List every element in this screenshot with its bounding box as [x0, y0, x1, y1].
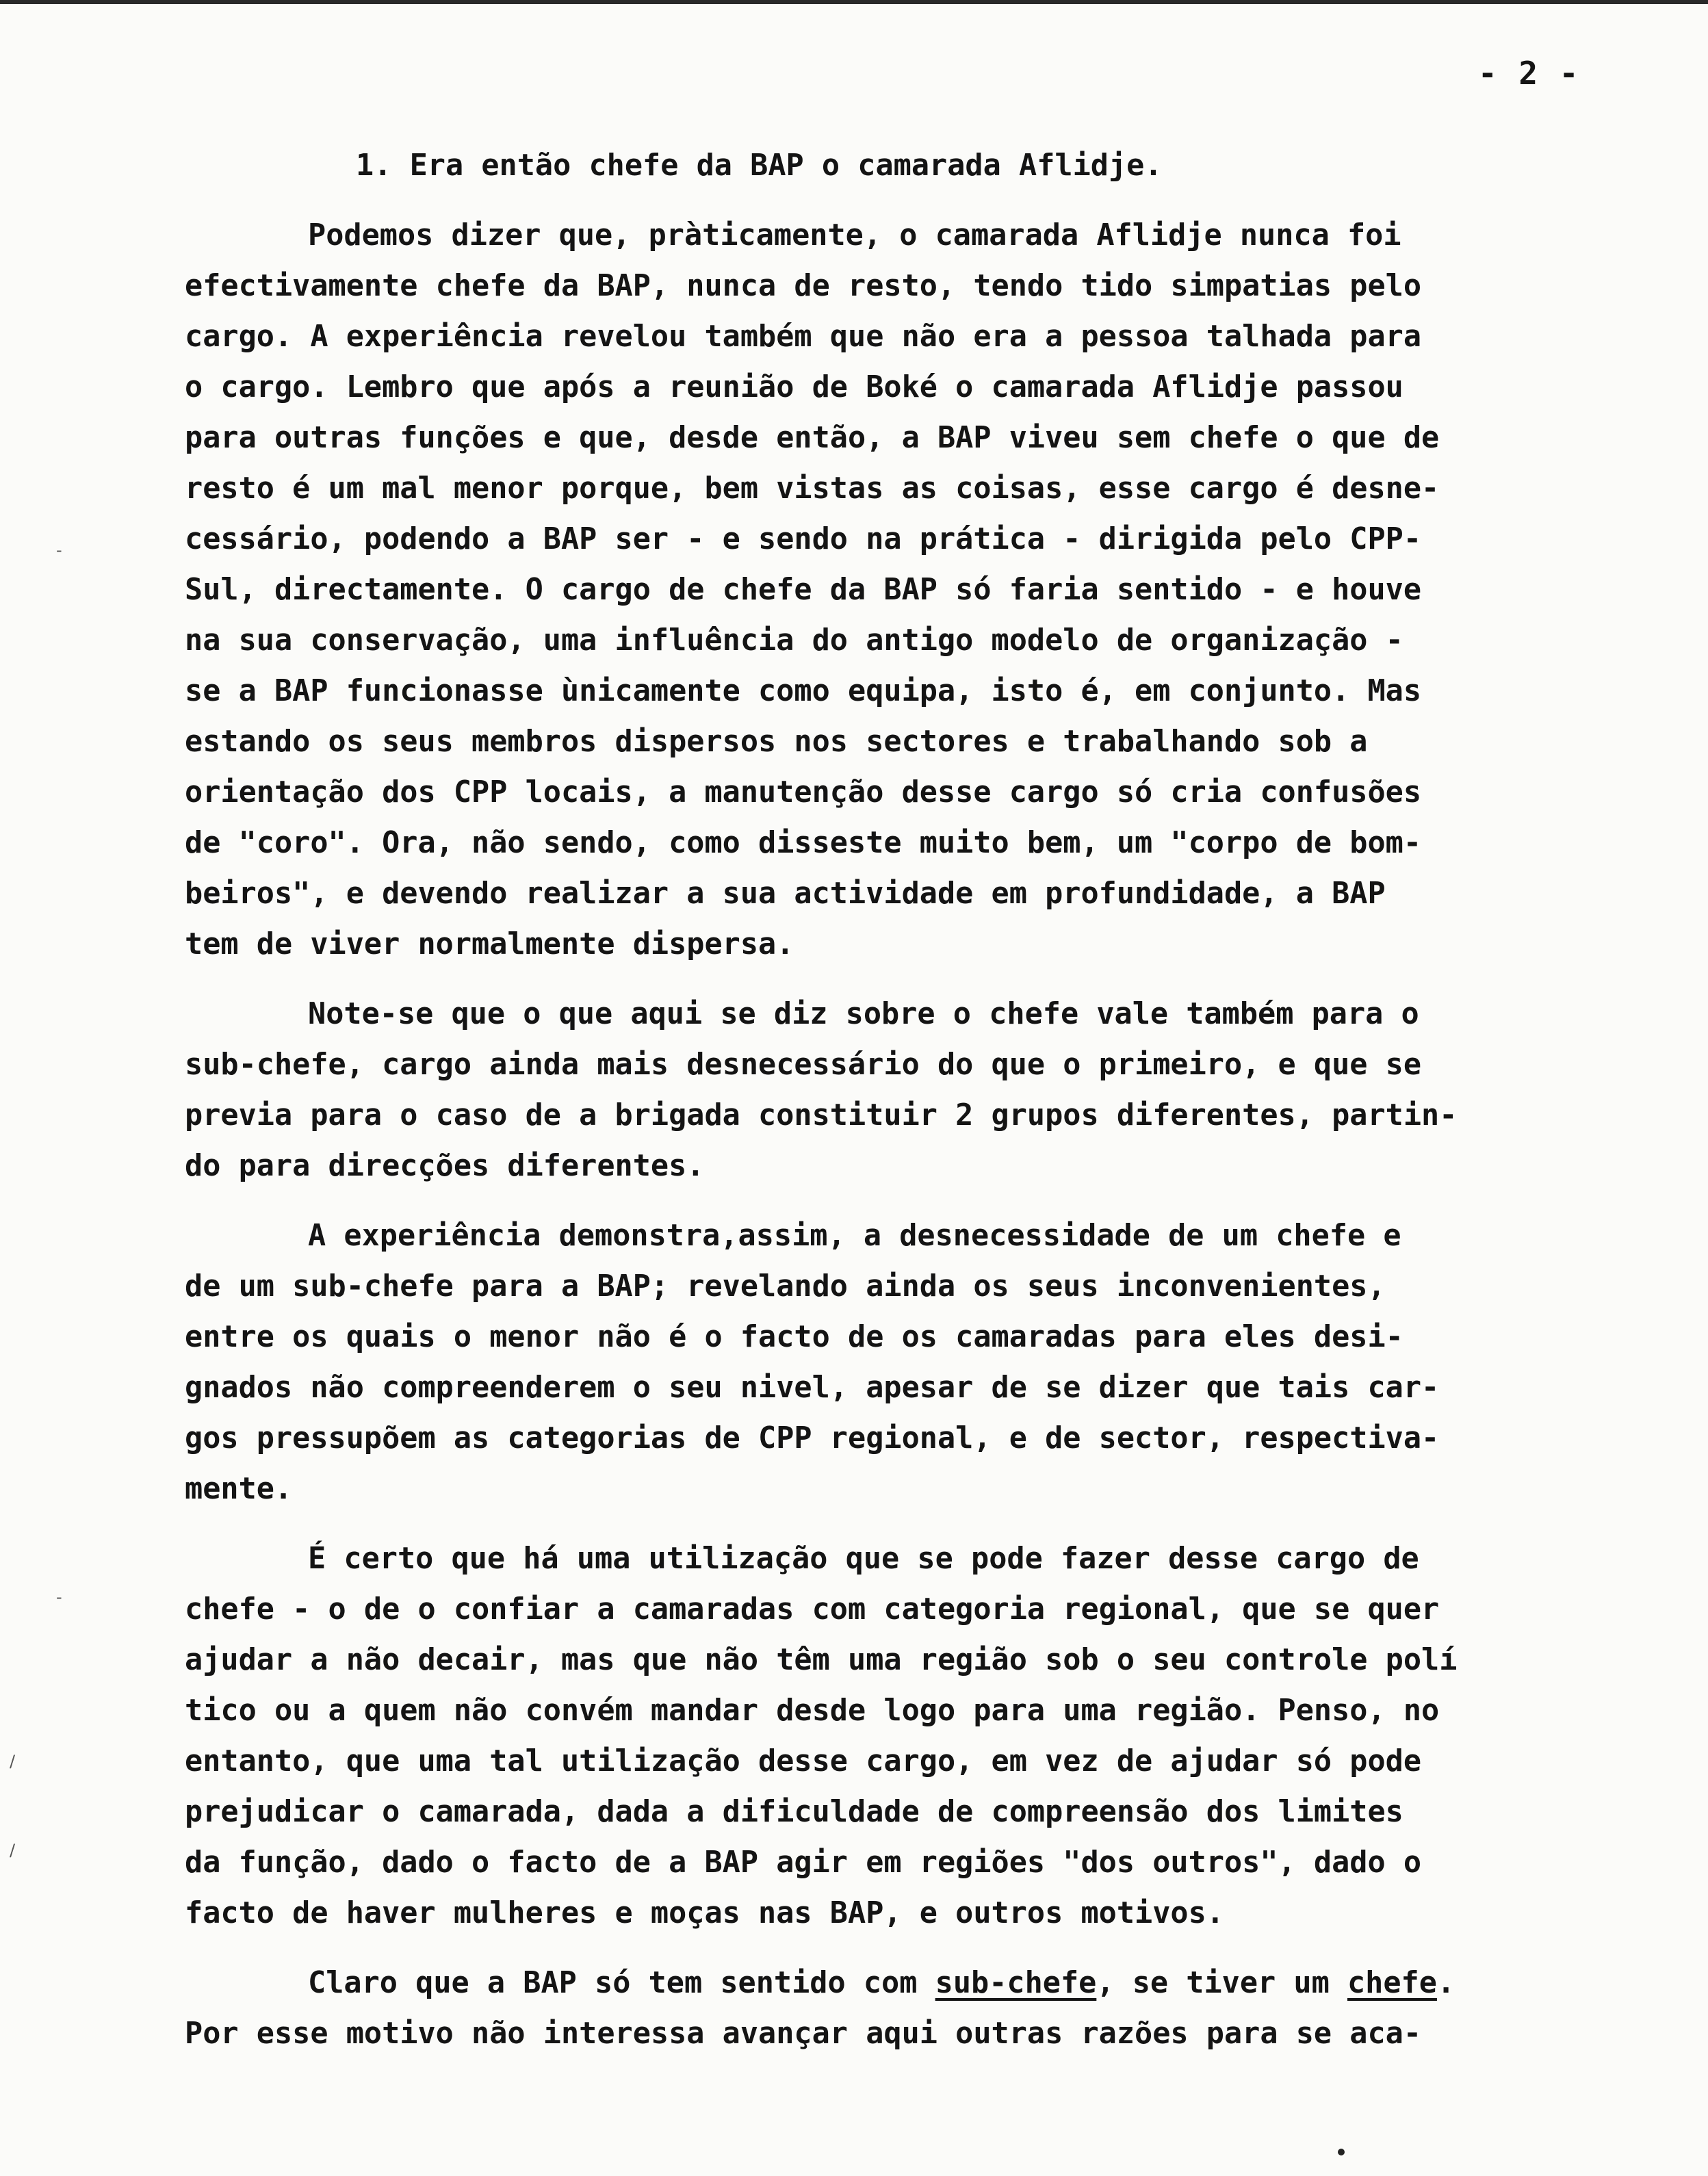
text-line: resto é um mal menor porque, bem vistas as coisas, esse cargo é desne-: [185, 471, 1440, 506]
text-line: gnados não compreenderem o seu nivel, apesar de se dizer que tais car-: [185, 1371, 1440, 1405]
margin-mark: -: [56, 541, 62, 560]
text-line: tico ou a quem não convém mandar desde logo para uma região. Penso, no: [185, 1694, 1440, 1728]
underlined-word: sub-chefe: [935, 1966, 1097, 2000]
text-line: efectivamente chefe da BAP, nunca de resto, tendo tido simpatias pelo: [185, 269, 1422, 303]
text-line: facto de haver mulheres e moças nas BAP, e outros motivos.: [185, 1896, 1224, 1930]
text-line: orientação dos CPP locais, a manutenção desse cargo só cria confusões: [185, 775, 1422, 809]
text-line: cessário, podendo a BAP ser - e sendo na prática - dirigida pelo CPP-: [185, 522, 1422, 556]
text-line: na sua conservação, uma influência do antigo modelo de organização -: [185, 623, 1403, 658]
ink-dot: [1338, 2149, 1345, 2155]
underlined-word: chefe: [1347, 1966, 1437, 2000]
text-line: gos pressupõem as categorias de CPP regional, e de sector, respectiva-: [185, 1421, 1440, 1455]
text-line: tem de viver normalmente dispersa.: [185, 927, 794, 961]
paragraph-3: [185, 989, 1677, 1191]
text-line: para outras funções e que, desde então, a BAP viveu sem chefe o que de: [185, 421, 1440, 455]
text-line: Note-se que o que aqui se diz sobre o chefe vale também para o: [308, 997, 1419, 1031]
text-segment: Claro que a BAP só tem sentido com: [308, 1966, 935, 2000]
text-line: Podemos dizer que, pràticamente, o camarada Aflidje nunca foi: [308, 218, 1401, 252]
text-line: Por esse motivo não interessa avançar aqui outras razões para se aca-: [185, 2017, 1422, 2051]
text-line: se a BAP funcionasse ùnicamente como equipa, isto é, em conjunto. Mas: [185, 674, 1422, 708]
text-line: Sul, directamente. O cargo de chefe da BAP só faria sentido - e houve: [185, 573, 1422, 607]
text-line: chefe - o de o confiar a camaradas com categoria regional, que se quer: [185, 1592, 1440, 1627]
text-line: ajudar a não decair, mas que não têm uma região sob o seu controle polí: [185, 1643, 1458, 1677]
paragraph-gap: [185, 1514, 1677, 1533]
text-segment: , se tiver um: [1096, 1966, 1347, 2000]
text-line: beiros", e devendo realizar a sua actividade em profundidade, a BAP: [185, 877, 1386, 911]
text-line: estando os seus membros dispersos nos sectores e trabalhando sob a: [185, 725, 1368, 759]
text-line: o cargo. Lembro que após a reunião de Boké o camarada Aflidje passou: [185, 370, 1403, 404]
text-segment: .: [1436, 1966, 1455, 2000]
margin-mark: /: [10, 1752, 16, 1771]
paragraph-6: [185, 1958, 1677, 2059]
paragraph-gap: [185, 970, 1677, 989]
paragraph-2: [185, 210, 1677, 970]
document-body: [185, 140, 1677, 2059]
text-line: entre os quais o menor não é o facto de os camaradas para eles desi-: [185, 1320, 1403, 1354]
margin-mark: /: [10, 1841, 16, 1860]
top-border-line: [0, 0, 1708, 4]
text-line: entanto, que uma tal utilização desse cargo, em vez de ajudar só pode: [185, 1744, 1422, 1778]
paragraph-gap: [185, 191, 1677, 210]
text-line: de um sub-chefe para a BAP; revelando ainda os seus inconvenientes,: [185, 1269, 1386, 1304]
paragraph-5: [185, 1533, 1677, 1939]
text-line: prejudicar o camarada, dada a dificuldade de compreensão dos limites: [185, 1795, 1403, 1829]
paragraph-1: [185, 140, 1677, 191]
text-line: mente.: [185, 1472, 293, 1506]
margin-mark: -: [56, 1588, 62, 1607]
text-line: [185, 1958, 1677, 2008]
text-line: cargo. A experiência revelou também que não era a pessoa talhada para: [185, 320, 1422, 354]
text-line: de "coro". Ora, não sendo, como disseste muito bem, um "corpo de bom-: [185, 826, 1422, 860]
text-line: É certo que há uma utilização que se pode fazer desse cargo de: [308, 1542, 1419, 1576]
text-line: 1. Era então chefe da BAP o camarada Aflidje.: [356, 148, 1163, 183]
text-line: do para direcções diferentes.: [185, 1149, 705, 1183]
paragraph-gap: [185, 1939, 1677, 1958]
paragraph-gap: [185, 1191, 1677, 1210]
text-line: previa para o caso de a brigada constituir 2 grupos diferentes, partin-: [185, 1098, 1458, 1132]
text-line: da função, dado o facto de a BAP agir em regiões "dos outros", dado o: [185, 1845, 1422, 1880]
text-line: A experiência demonstra,assim, a desnecessidade de um chefe e: [308, 1219, 1401, 1253]
text-line: sub-chefe, cargo ainda mais desnecessário do que o primeiro, e que se: [185, 1048, 1422, 1082]
page-number: - 2 -: [1478, 55, 1580, 92]
paragraph-4: [185, 1210, 1677, 1514]
